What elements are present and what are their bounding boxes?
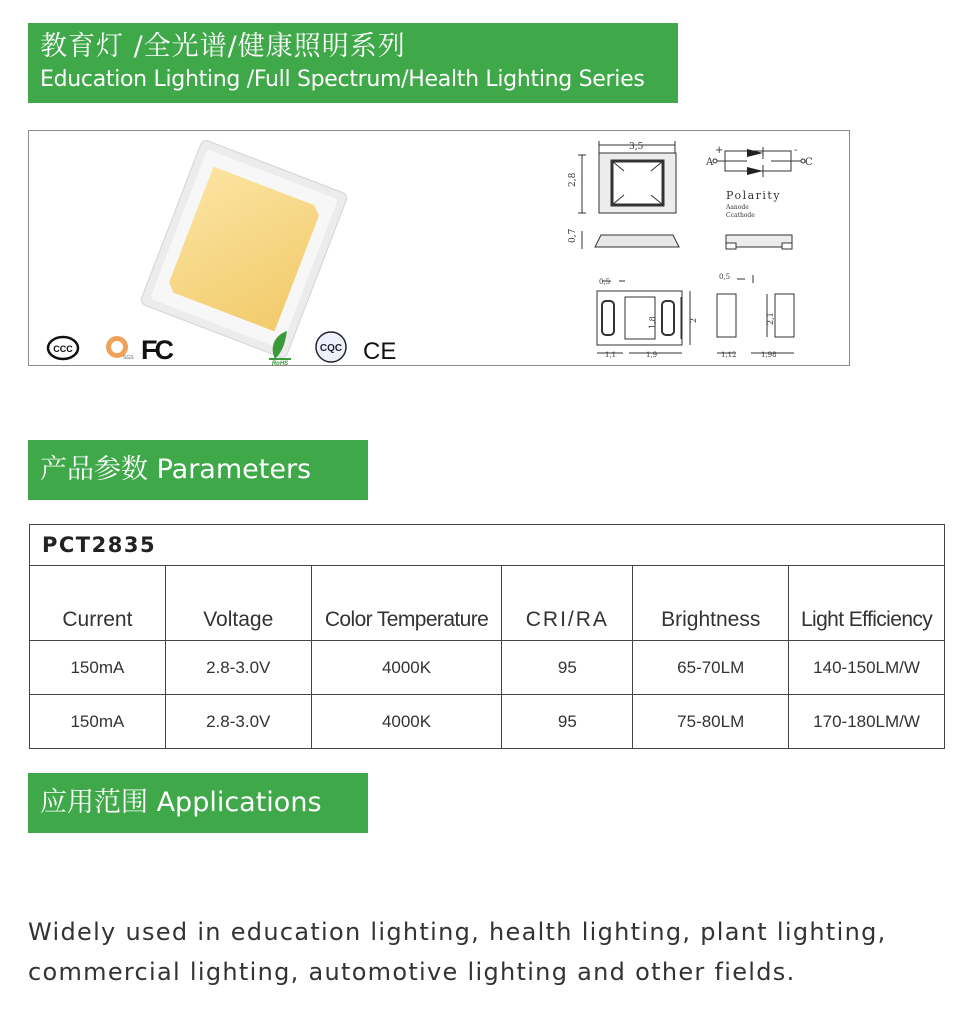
table-row xyxy=(30,695,945,749)
parameters-banner: 产品参数 Parameters xyxy=(28,440,368,500)
applications-line-2: commercial lighting, automotive lighting and other fields. xyxy=(28,958,796,986)
col-header-color-temperature: Color Temperature xyxy=(311,566,502,641)
dim-pad-mid: 1,9 xyxy=(646,351,658,359)
series-title-banner xyxy=(28,23,678,103)
cell-brightness: 65-70LM xyxy=(633,641,789,695)
svg-text:CQC: CQC xyxy=(319,343,343,354)
col-header-light-efficiency: Light Efficiency xyxy=(789,566,945,641)
cell-color-temperature: 4000K xyxy=(311,641,502,695)
col-header-voltage: Voltage xyxy=(165,566,311,641)
cell-cri: 95 xyxy=(502,641,633,695)
dim-fp-height: 2,1 xyxy=(766,312,775,325)
parameters-table xyxy=(29,524,945,749)
col-header-current: Current xyxy=(30,566,166,641)
dim-top-width: 3,5 xyxy=(629,142,644,152)
model-number: PCT2835 xyxy=(30,525,945,566)
applications-description xyxy=(28,912,948,992)
applications-banner: 应用范围 Applications xyxy=(28,773,368,833)
col-header-brightness: Brightness xyxy=(633,566,789,641)
ccc-logo xyxy=(48,337,78,359)
dim-pad-height: 1,8 xyxy=(648,316,657,329)
plus-mark: + xyxy=(715,145,724,156)
applications-line-1: Widely used in education lighting, health lighting, plant lighting, xyxy=(28,918,887,946)
svg-text:CCC: CCC xyxy=(53,344,73,354)
cell-voltage: 2.8-3.0V xyxy=(165,641,311,695)
polarity-label: Polarity xyxy=(726,189,782,202)
cell-color-temperature: 4000K xyxy=(311,695,502,749)
table-header-row xyxy=(30,566,945,641)
dim-thickness: 0,7 xyxy=(568,228,578,243)
product-diagram xyxy=(29,131,851,367)
dim-pad-gap: 0,5 xyxy=(599,278,611,286)
led-chip-photo xyxy=(140,139,349,359)
cathode-mark: C xyxy=(805,157,813,168)
dim-fp-gap: 0,5 xyxy=(719,273,731,281)
dim-pad-left: 1,1 xyxy=(605,351,617,359)
fc-logo: FC xyxy=(141,335,171,365)
product-image-panel xyxy=(28,130,850,366)
svg-text:SGS: SGS xyxy=(123,355,134,361)
table-row xyxy=(30,641,945,695)
anode-label: Aanode xyxy=(726,204,749,211)
cell-voltage: 2.8-3.0V xyxy=(165,695,311,749)
ce-logo: CE xyxy=(363,338,397,365)
cell-current: 150mA xyxy=(30,641,166,695)
cathode-label: Ccathode xyxy=(726,212,755,219)
cell-cri: 95 xyxy=(502,695,633,749)
dim-body-height: 2 xyxy=(689,317,698,323)
anode-mark: A xyxy=(706,157,714,168)
dim-height: 2,8 xyxy=(568,172,578,187)
series-title-zh: 教育灯 /全光谱/健康照明系列 xyxy=(40,31,406,62)
svg-text:RoHS: RoHS xyxy=(271,361,289,367)
minus-mark: - xyxy=(794,145,798,156)
sgs-logo xyxy=(106,336,134,361)
cell-light-efficiency: 140-150LM/W xyxy=(789,641,945,695)
cqc-logo xyxy=(316,332,346,362)
cell-light-efficiency: 170-180LM/W xyxy=(789,695,945,749)
col-header-cri: CRI/RA xyxy=(502,566,633,641)
cell-brightness: 75-80LM xyxy=(633,695,789,749)
series-title-en: Education Lighting /Full Spectrum/Health Lighting Series xyxy=(40,67,645,92)
cell-current: 150mA xyxy=(30,695,166,749)
dim-fp-span: 1,98 xyxy=(761,351,777,359)
dim-fp-pad: 1,12 xyxy=(721,351,737,359)
